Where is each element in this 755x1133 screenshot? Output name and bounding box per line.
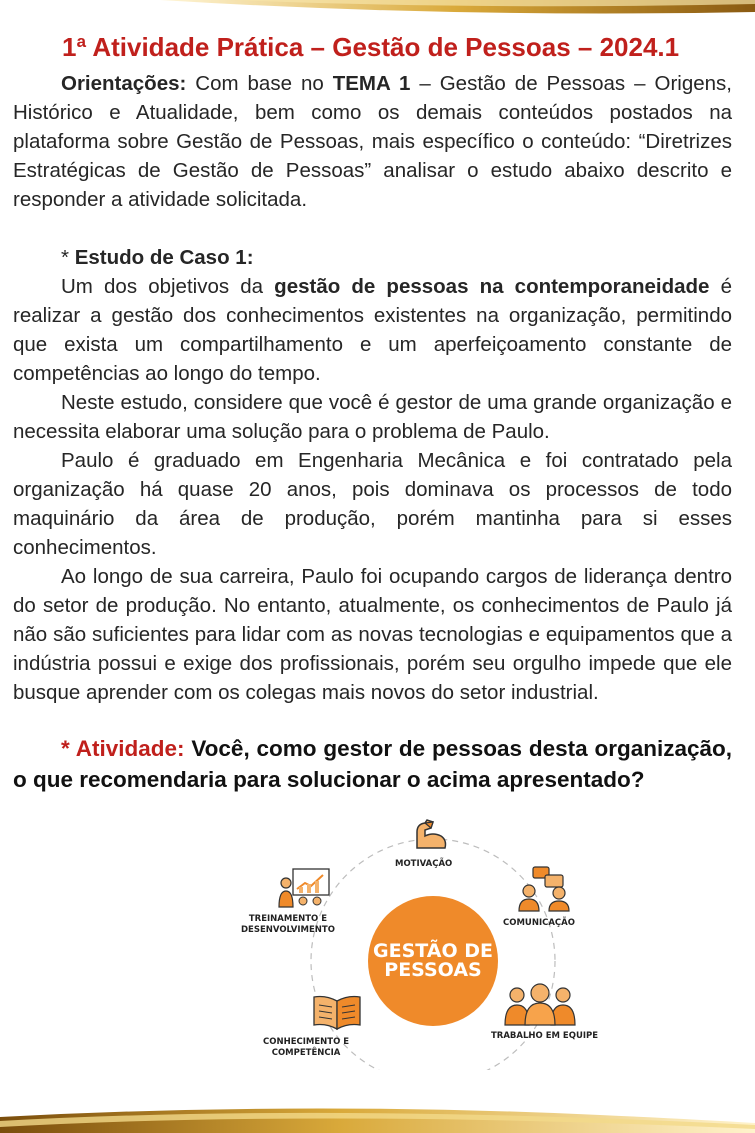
- guidelines-paragraph: [13, 69, 732, 214]
- bottom-gold-swoosh: [0, 1093, 755, 1133]
- top-gold-swoosh: [0, 0, 755, 22]
- page-title: 1ª Atividade Prática – Gestão de Pessoas – 2024.1: [62, 32, 680, 62]
- flexed-arm-icon: [411, 818, 451, 854]
- guidelines-theme: TEMA 1: [332, 72, 411, 95]
- case-study-star: *: [61, 246, 75, 269]
- label-training: [241, 914, 335, 936]
- center-circle: [368, 896, 498, 1026]
- label-training-line2: DESENVOLVIMENTO: [241, 925, 335, 935]
- label-training-line1: TREINAMENTO E: [248, 914, 328, 924]
- case-p1-text-2: é realizar a gestão dos conhecimentos existentes na organização, permitindo que exista um compartilhamento e um aperfeiçoamento constante de competências ao longo do tempo.: [13, 275, 732, 385]
- center-label-1: GESTÃO DE: [373, 940, 493, 962]
- case-paragraph-2: Neste estudo, considere que você é gestor de uma grande organização e necessita elaborar uma solução para o problema de Paulo.: [13, 391, 732, 443]
- team-icon: [503, 983, 577, 1027]
- people-management-graphic: [235, 815, 615, 1070]
- case-study-heading-text: Estudo de Caso 1:: [74, 246, 254, 269]
- open-book-icon: [310, 993, 364, 1031]
- case-study-section: [13, 243, 732, 707]
- case-p1-bold: gestão de pessoas na contemporaneidade: [274, 275, 710, 298]
- case-p1-text-1: Um dos objetivos da: [61, 275, 275, 298]
- guidelines-text-2: – Gestão de Pessoas – Origens, Histórico e Atualidade, bem como os demais conteúdos postados na plataforma sobre Gestão de Pessoas, mais específico o conteúdo: “Diretrizes Estratégicas de Gestão de Pessoas” analisar o estudo abaixo descrito e responder a atividade solicitada.: [13, 72, 732, 211]
- case-paragraph-1: [13, 272, 732, 388]
- guidelines-label: Orientações:: [61, 72, 187, 95]
- case-study-heading: [13, 243, 732, 272]
- activity-question-text: Você, como gestor de pessoas desta organização, o que recomendaria para solucionar o acima apresentado?: [13, 736, 733, 792]
- label-motivation: MOTIVAÇÃO: [395, 859, 453, 869]
- chat-bubbles-icon: [515, 865, 575, 913]
- label-knowledge: [263, 1037, 349, 1059]
- activity-question: [13, 733, 732, 795]
- label-knowledge-line1: CONHECIMENTO E: [263, 1037, 350, 1047]
- presentation-board-icon: [277, 867, 331, 909]
- case-paragraph-3: Paulo é graduado em Engenharia Mecânica e foi contratado pela organização há quase 20 anos, pois dominava os processos de todo maquinário da área de produção, porém mantinha para si esses conhecimentos.: [13, 449, 732, 559]
- label-communication: COMUNICAÇÃO: [503, 918, 575, 928]
- label-knowledge-line2: COMPETÊNCIA: [271, 1048, 341, 1058]
- activity-label: * Atividade:: [61, 736, 185, 761]
- guidelines-text-1: Com base no: [186, 72, 333, 95]
- label-teamwork: TRABALHO EM EQUIPE: [491, 1031, 599, 1041]
- guidelines-section: [13, 69, 732, 214]
- case-paragraph-4: Ao longo de sua carreira, Paulo foi ocupando cargos de liderança dentro do setor de produção. No entanto, atualmente, os conhecimentos de Paulo já não são suficientes para lidar com as novas tecnologias e equipamentos que a indústria possui e exige dos profissionais, porém seu orgulho impede que ele busque aprender com os colegas mais novos do setor industrial.: [13, 565, 732, 704]
- center-label-2: PESSOAS: [384, 959, 482, 981]
